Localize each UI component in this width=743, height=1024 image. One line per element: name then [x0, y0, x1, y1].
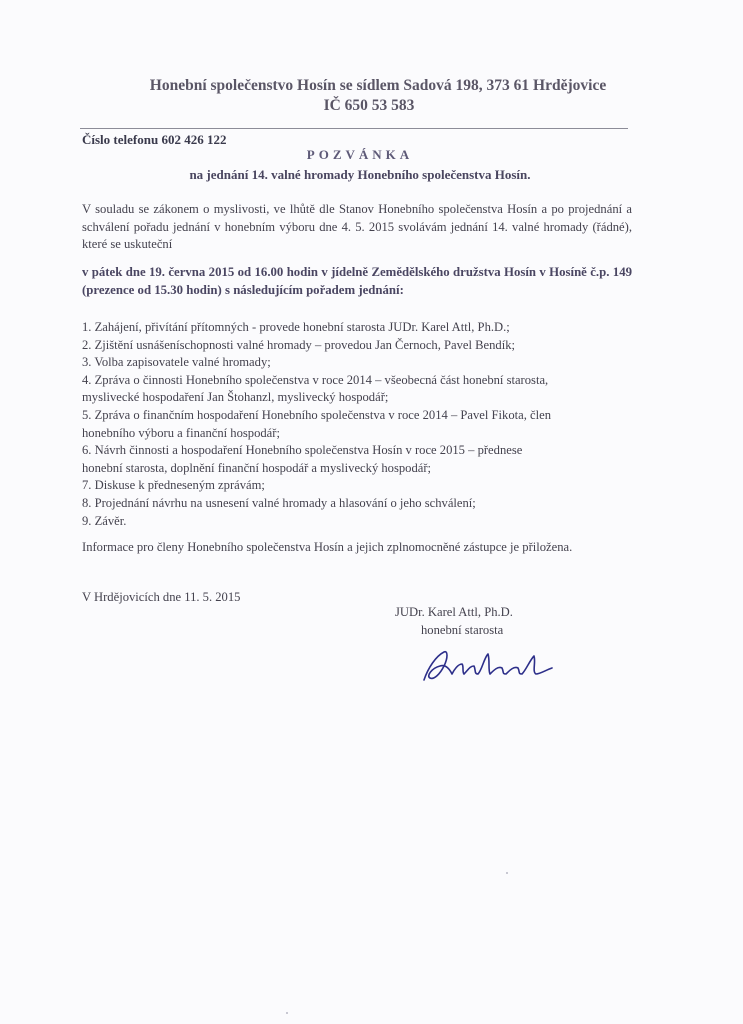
document-title: POZVÁNKA	[306, 147, 414, 162]
signer-role: honební starosta	[421, 622, 504, 637]
letterhead-line-1: Honební společenstvo Hosín se sídlem Sadová 198, 373 61 Hrdějovice	[149, 77, 607, 94]
agenda-item-text: 5. Zpráva o finančním hospodaření Honebního společenstva v roce 2014 – Pavel Fikota, člen	[82, 407, 551, 422]
agenda-item-text: 1. Zahájení, přivítání přítomných - provede honební starosta JUDr. Karel Attl, Ph.D.;	[82, 320, 510, 334]
scan-speck	[506, 872, 508, 874]
info-paragraph: Informace pro členy Honebního společenstva Hosín a jejich zplnomocněné zástupce je přiložena.	[82, 540, 573, 554]
agenda-item	[82, 354, 634, 372]
phone-number: Číslo telefonu 602 426 122	[82, 132, 227, 147]
place-and-date: V Hrdějovicích dne 11. 5. 2015	[82, 590, 241, 604]
agenda-item-text: 8. Projednání návrhu na usnesení valné hromady a hlasování o jeho schválení;	[82, 495, 476, 510]
agenda-item-text: 4. Zpráva o činnosti Honebního společenstva v roce 2014 – všeobecná část honební starosta,	[82, 372, 549, 387]
document-subtitle: na jednání 14. valné hromady Honebního společenstva Hosín.	[189, 167, 531, 182]
agenda-item	[82, 337, 634, 355]
meeting-details: v pátek dne 19. června 2015 od 16.00 hodin v jídelně Zemědělského družstva Hosín v Hosíně č.p. 149 (prezence od 15.30 hodin) s následujícím pořadem jednání:	[82, 265, 632, 297]
agenda-item-text: 3. Volba zapisovatele valné hromady;	[82, 355, 271, 370]
letterhead-line-2: IČ 650 53 583	[323, 97, 415, 114]
header-divider	[80, 128, 628, 129]
agenda-item-text: 9. Závěr.	[82, 513, 127, 528]
agenda-list	[82, 319, 634, 530]
agenda-item	[82, 319, 634, 337]
agenda-item	[82, 372, 634, 407]
agenda-item-continuation: myslivecké hospodaření Jan Štohanzl, myslivecký hospodář;	[82, 390, 389, 405]
agenda-item	[82, 513, 634, 531]
agenda-item	[82, 407, 634, 442]
handwritten-signature	[418, 640, 568, 690]
scan-speck	[286, 1012, 288, 1014]
signer-name: JUDr. Karel Attl, Ph.D.	[395, 605, 513, 619]
signature-block	[395, 604, 513, 639]
intro-paragraph: V souladu se zákonem o myslivosti, ve lhůtě dle Stanov Honebního společenstva Hosín a po projednání a schválení pořadu jednání v honebním výboru dne 4. 5. 2015 svolávám jednání 14. valné hromady (řádné), které se uskuteční	[82, 202, 632, 252]
agenda-item-text: 2. Zjištění usnášeníschopnosti valné hromady – provedou Jan Černoch, Pavel Bendík;	[82, 337, 516, 352]
agenda-item-continuation: honebního výboru a finanční hospodář;	[82, 425, 280, 440]
agenda-item-continuation: honební starosta, doplnění finanční hospodář a myslivecký hospodář;	[82, 460, 432, 475]
agenda-item	[82, 477, 634, 495]
agenda-item	[82, 495, 634, 513]
agenda-item-text: 7. Diskuse k předneseným zprávám;	[82, 478, 265, 493]
agenda-item	[82, 442, 634, 477]
letterhead	[78, 76, 678, 116]
agenda-item-text: 6. Návrh činnosti a hospodaření Honebního společenstva Hosín v roce 2015 – přednese	[82, 443, 523, 458]
